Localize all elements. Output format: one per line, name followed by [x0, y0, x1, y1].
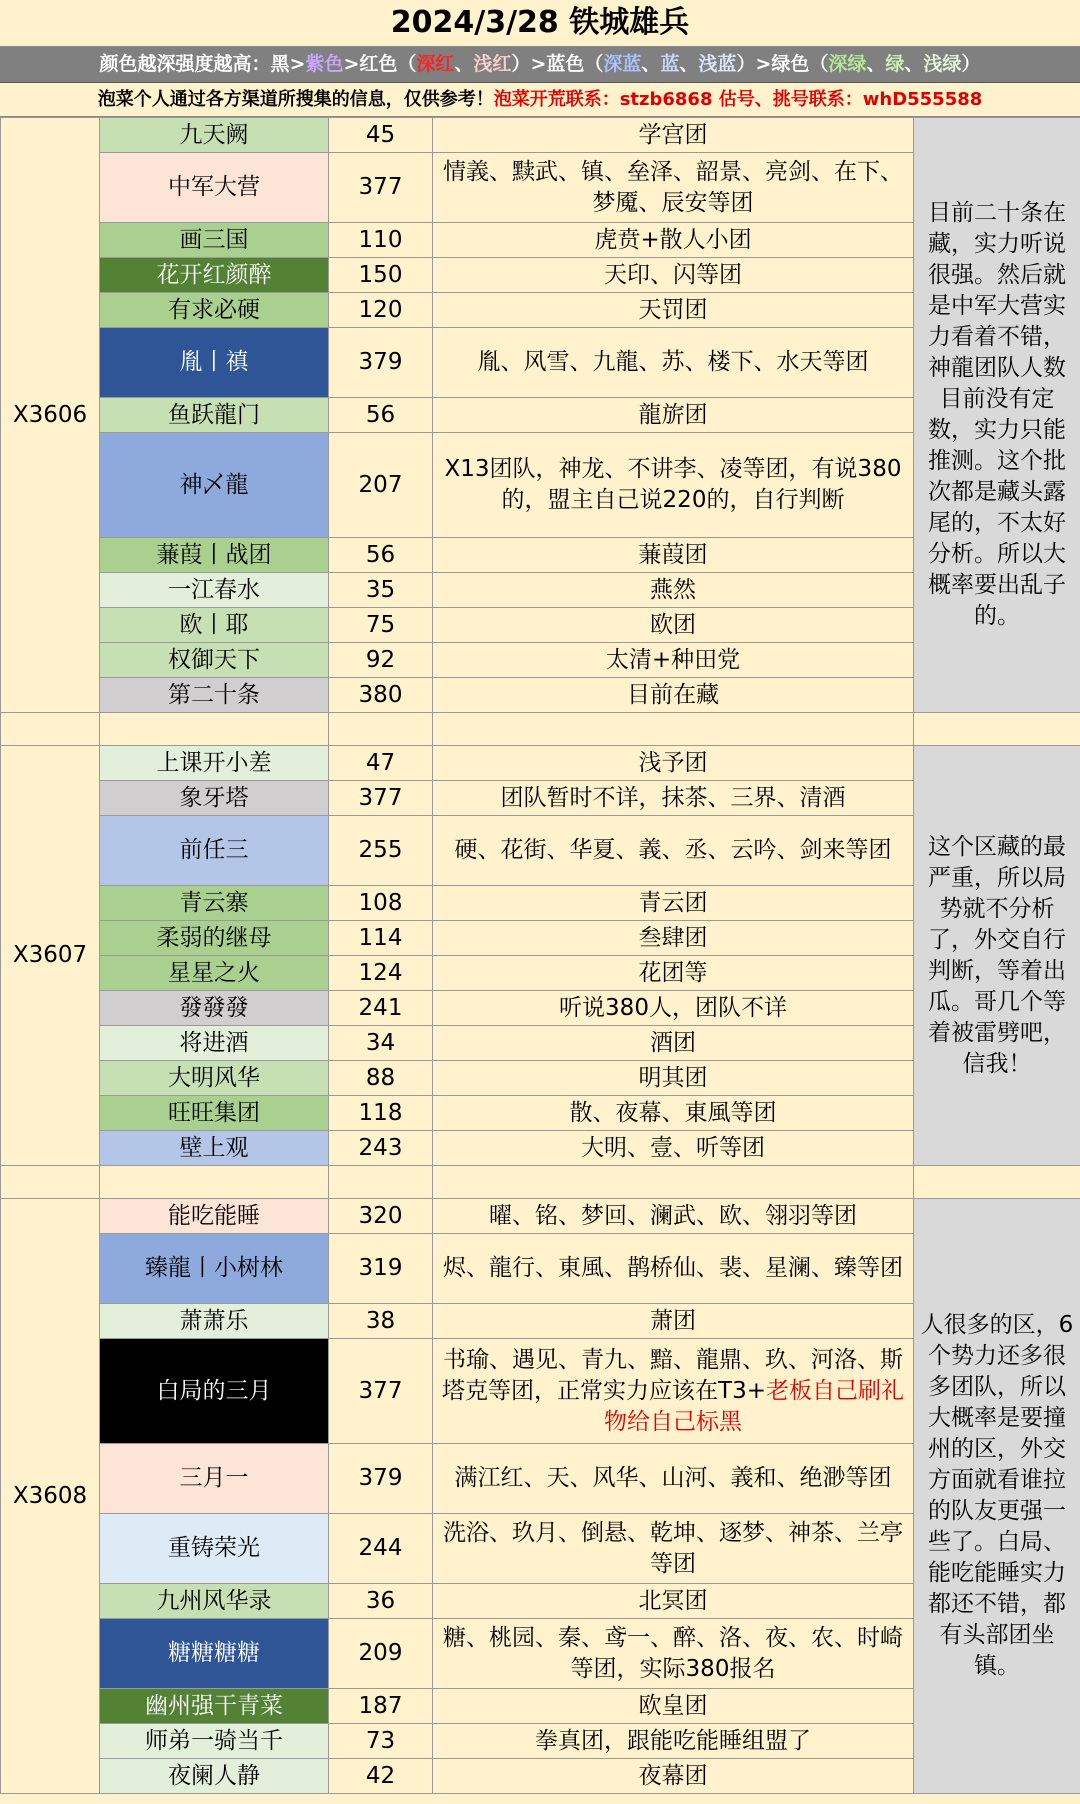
team-desc: 满江红、天、风华、山河、義和、绝渺等团 [433, 1444, 914, 1514]
team-desc: 萧团 [433, 1304, 914, 1339]
member-count: 108 [329, 886, 433, 921]
legend-light-red: 浅红 [473, 53, 512, 75]
alliance-name: 三月一 [100, 1444, 329, 1514]
member-count: 118 [329, 1096, 433, 1131]
member-count: 380 [329, 678, 433, 713]
alliance-name: 大明风华 [100, 1061, 329, 1096]
member-count: 110 [329, 223, 433, 258]
member-count: 150 [329, 258, 433, 293]
legend-green-label: ）>绿色（ [736, 53, 829, 75]
team-desc: 夜幕团 [433, 1759, 914, 1794]
team-desc: 虎贲+散人小团 [433, 223, 914, 258]
team-desc: 北冥团 [433, 1584, 914, 1619]
member-count: 207 [329, 433, 433, 538]
team-desc: 酒团 [433, 1026, 914, 1061]
member-count: 120 [329, 293, 433, 328]
member-count: 73 [329, 1724, 433, 1759]
member-count: 244 [329, 1514, 433, 1584]
server-note: 这个区藏的最严重，所以局势就不分析了，外交自行判断，等着出瓜。哥几个等着被雷劈吧，信我！ [914, 746, 1080, 1166]
alliance-name: 将进酒 [100, 1026, 329, 1061]
notice-contact: 泡菜开荒联系：stzb6868 估号、挑号联系：whD555588 [493, 89, 983, 110]
team-desc: 太清+种田党 [433, 643, 914, 678]
team-desc: 叁肆团 [433, 921, 914, 956]
page-title: 2024/3/28 铁城雄兵 [0, 0, 1080, 47]
member-count: 34 [329, 1026, 433, 1061]
alliance-name: 一江春水 [100, 573, 329, 608]
table-row [1, 746, 1080, 781]
team-desc: 拳真团，跟能吃能睡组盟了 [433, 1724, 914, 1759]
table-row [1, 1199, 1080, 1234]
team-desc: 糖、桃园、秦、鸢一、醉、洛、夜、农、时崎等团，实际380报名 [433, 1619, 914, 1689]
member-count: 36 [329, 1584, 433, 1619]
legend-sep: 、 [454, 53, 474, 75]
legend-deep-green: 深绿 [828, 53, 867, 75]
team-desc: X13团队，神龙、不讲李、凌等团，有说380的，盟主自己说220的，自行判断 [433, 433, 914, 538]
alliance-name: 前任三 [100, 816, 329, 886]
team-desc: 青云团 [433, 886, 914, 921]
notice-bar [0, 83, 1080, 117]
alliance-name: 重铸荣光 [100, 1514, 329, 1584]
legend-sep: 、 [641, 53, 661, 75]
alliance-name: 鱼跃龍门 [100, 398, 329, 433]
member-count: 92 [329, 643, 433, 678]
legend-deep-blue: 深蓝 [603, 53, 642, 75]
legend-deep-red: 深红 [416, 53, 455, 75]
server-note: 目前二十条在藏，实力听说很强。然后就是中军大营实力看着不错，神龍团队人数目前没有定数，实力只能推测。这个批次都是藏头露尾的，不太好分析。所以大概率要出乱子的。 [914, 118, 1080, 713]
alliance-name: 九天阙 [100, 118, 329, 153]
alliance-name: 能吃能睡 [100, 1199, 329, 1234]
legend-purple: 紫色 [305, 53, 344, 75]
member-count: 124 [329, 956, 433, 991]
member-count: 38 [329, 1304, 433, 1339]
legend-sep: 、 [866, 53, 886, 75]
legend-prefix: 颜色越深强度越高：黑> [99, 53, 306, 75]
alliance-name: 画三国 [100, 223, 329, 258]
team-desc: 硬、花街、华夏、義、丞、云吟、剑来等团 [433, 816, 914, 886]
server-id: X3607 [1, 746, 100, 1166]
team-desc: 目前在藏 [433, 678, 914, 713]
alliance-name: 胤丨禛 [100, 328, 329, 398]
alliance-name: 壁上观 [100, 1131, 329, 1166]
spacer-row [1, 1166, 1080, 1199]
team-desc: 燕然 [433, 573, 914, 608]
member-count: 241 [329, 991, 433, 1026]
server-id: X3608 [1, 1199, 100, 1794]
team-desc: 天罚团 [433, 293, 914, 328]
team-desc: 花团等 [433, 956, 914, 991]
team-desc [433, 1339, 914, 1444]
team-desc: 明其团 [433, 1061, 914, 1096]
member-count: 379 [329, 328, 433, 398]
team-desc: 洗浴、玖月、倒悬、乾坤、逐梦、神茶、兰亭等团 [433, 1514, 914, 1584]
member-count: 379 [329, 1444, 433, 1514]
team-desc: 学宫团 [433, 118, 914, 153]
server-id: X3606 [1, 118, 100, 713]
team-desc-text: 书瑜、遇见、青九、黯、龍鼎、玖、河洛、斯塔克等团，正常实力应该在T3+ [442, 1346, 903, 1404]
alliance-name: 糖糖糖糖 [100, 1619, 329, 1689]
alliance-name: 第二十条 [100, 678, 329, 713]
alliance-name: 中军大营 [100, 153, 329, 223]
team-desc: 团队暂时不详，抹茶、三界、清酒 [433, 781, 914, 816]
alliance-name: 象牙塔 [100, 781, 329, 816]
legend-light-blue: 浅蓝 [698, 53, 737, 75]
team-desc: 散、夜幕、東風等团 [433, 1096, 914, 1131]
alliance-name: 臻龍丨小树林 [100, 1234, 329, 1304]
team-desc: 烬、龍行、東風、鹊桥仙、裴、星澜、臻等团 [433, 1234, 914, 1304]
server-note: 人很多的区，6个势力还多很多团队，所以大概率是要撞州的区，外交方面就看谁拉的队友更强一些了。白局、能吃能睡实力都还不错，都有头部团坐镇。 [914, 1199, 1080, 1794]
team-desc: 胤、风雪、九龍、苏、楼下、水天等团 [433, 328, 914, 398]
alliance-name: 九州风华录 [100, 1584, 329, 1619]
member-count: 243 [329, 1131, 433, 1166]
alliance-name: 夜阑人静 [100, 1759, 329, 1794]
team-desc: 欧团 [433, 608, 914, 643]
alliance-name: 發發發 [100, 991, 329, 1026]
legend-red-label: >红色（ [343, 53, 417, 75]
legend-green: 绿 [885, 53, 905, 75]
member-count: 319 [329, 1234, 433, 1304]
alliance-name: 权御天下 [100, 643, 329, 678]
team-desc: 浅予团 [433, 746, 914, 781]
legend-light-green: 浅绿 [923, 53, 962, 75]
legend-blue: 蓝 [660, 53, 680, 75]
alliance-name: 星星之火 [100, 956, 329, 991]
alliance-name: 神乄龍 [100, 433, 329, 538]
team-desc: 曜、铭、梦回、澜武、欧、翎羽等团 [433, 1199, 914, 1234]
alliance-name: 蒹葭丨战团 [100, 538, 329, 573]
color-legend [0, 47, 1080, 83]
alliance-name: 欧丨耶 [100, 608, 329, 643]
member-count: 209 [329, 1619, 433, 1689]
team-desc: 龍旂团 [433, 398, 914, 433]
alliance-name: 萧萧乐 [100, 1304, 329, 1339]
spacer-row [1, 713, 1080, 746]
member-count: 377 [329, 153, 433, 223]
alliance-name: 旺旺集团 [100, 1096, 329, 1131]
member-count: 56 [329, 538, 433, 573]
member-count: 75 [329, 608, 433, 643]
team-desc: 大明、壹、听等团 [433, 1131, 914, 1166]
alliance-name: 师弟一骑当千 [100, 1724, 329, 1759]
team-desc: 天印、闪等团 [433, 258, 914, 293]
member-count: 35 [329, 573, 433, 608]
member-count: 88 [329, 1061, 433, 1096]
alliance-name: 幽州强干青菜 [100, 1689, 329, 1724]
member-count: 56 [329, 398, 433, 433]
legend-sep: 、 [679, 53, 699, 75]
member-count: 255 [329, 816, 433, 886]
team-desc: 欧皇团 [433, 1689, 914, 1724]
alliance-name: 有求必硬 [100, 293, 329, 328]
alliance-name: 青云寨 [100, 886, 329, 921]
table-row [1, 118, 1080, 153]
server-table [0, 117, 1080, 1794]
alliance-name: 白局的三月 [100, 1339, 329, 1444]
member-count: 320 [329, 1199, 433, 1234]
legend-sep: 、 [904, 53, 924, 75]
notice-text: 泡菜个人通过各方渠道所搜集的信息，仅供参考！ [97, 89, 494, 110]
member-count: 45 [329, 118, 433, 153]
alliance-name: 柔弱的继母 [100, 921, 329, 956]
legend-end: ） [961, 53, 981, 75]
member-count: 47 [329, 746, 433, 781]
team-desc-red-note: 老板自己刷礼物给自己标黑 [604, 1377, 904, 1435]
team-desc: 蒹葭团 [433, 538, 914, 573]
team-desc: 听说380人，团队不详 [433, 991, 914, 1026]
member-count: 377 [329, 1339, 433, 1444]
member-count: 114 [329, 921, 433, 956]
member-count: 187 [329, 1689, 433, 1724]
member-count: 42 [329, 1759, 433, 1794]
team-desc: 情義、黩武、镇、垒泽、韶景、亮剑、在下、梦魇、辰安等团 [433, 153, 914, 223]
alliance-name: 花开红颜醉 [100, 258, 329, 293]
legend-blue-label: ）>蓝色（ [511, 53, 604, 75]
member-count: 377 [329, 781, 433, 816]
alliance-name: 上课开小差 [100, 746, 329, 781]
